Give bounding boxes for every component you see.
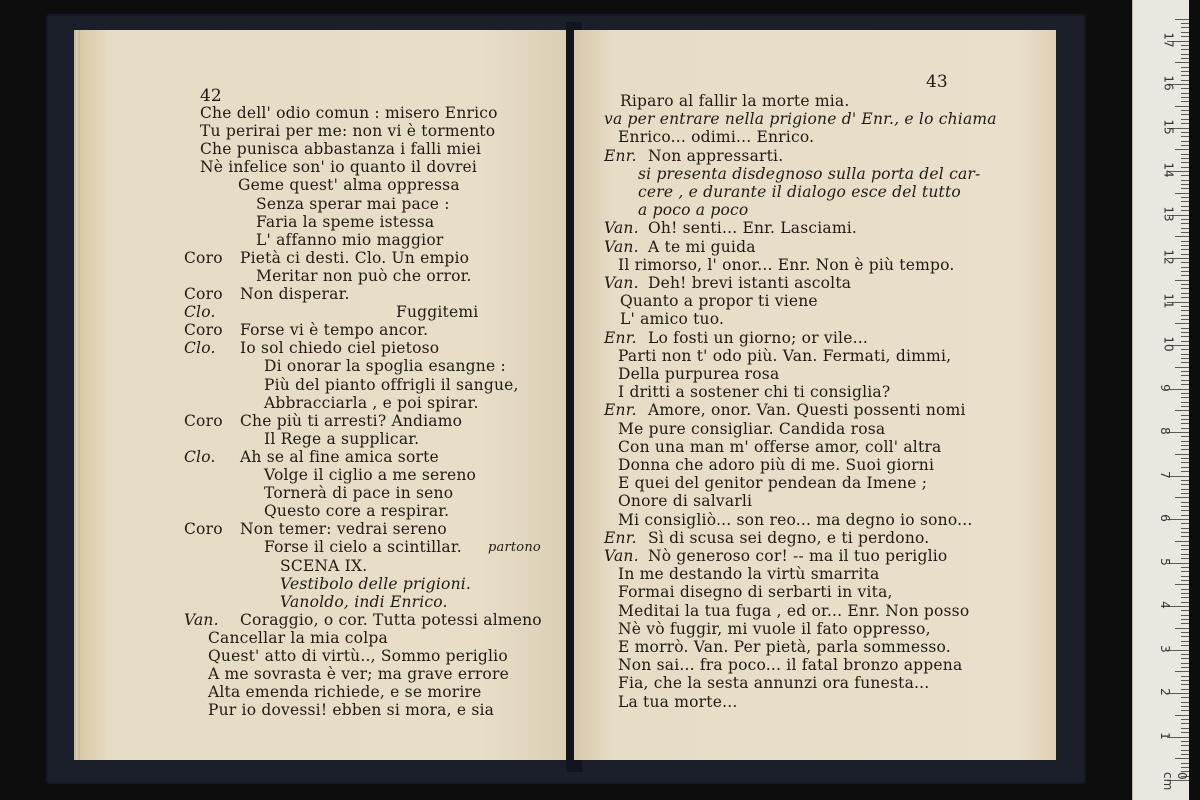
ruler-tick — [1175, 62, 1189, 63]
text-line: Ah se al fine amica sorte — [240, 447, 439, 466]
ruler-tick — [1175, 236, 1189, 237]
text-line: Lo fosti un giorno; or vile... — [648, 328, 868, 347]
ruler-tick — [1181, 162, 1189, 163]
text-line: A te mi guida — [648, 237, 756, 256]
text-line: La tua morte... — [618, 692, 738, 711]
ruler-tick — [1175, 497, 1189, 498]
text-line: Il rimorso, l' onor... Enr. Non è più tempo. — [618, 255, 955, 274]
ruler-tick — [1181, 219, 1189, 220]
text-line: Tu perirai per me: non vi è tormento — [200, 122, 496, 141]
text-line: Amore, onor. Van. Questi possenti nomi — [648, 401, 966, 420]
text-line: Il Rege a supplicar. — [264, 429, 420, 448]
speaker-label: Enr. — [604, 401, 637, 420]
speaker-label: Coro — [184, 248, 223, 267]
ruler-tick — [1181, 284, 1189, 285]
ruler-tick — [1181, 602, 1189, 603]
text-line: Questo core a respirar. — [264, 502, 450, 521]
ruler-tick — [1181, 619, 1189, 620]
ruler-tick — [1181, 228, 1189, 229]
ruler-tick — [1181, 406, 1189, 407]
text-line: Riparo al fallir la morte mia. — [620, 92, 850, 110]
ruler-tick — [1181, 101, 1189, 102]
text-line: Senza sperar mai pace : — [256, 194, 450, 213]
speaker-label: Clo. — [184, 339, 216, 358]
ruler-label: 16 — [1161, 75, 1176, 91]
ruler-tick — [1181, 315, 1189, 316]
ruler-tick — [1181, 167, 1189, 168]
ruler-tick — [1181, 123, 1189, 124]
text-line: Che dell' odio comun : misero Enrico — [200, 104, 498, 122]
ruler-tick — [1181, 719, 1189, 720]
ruler-tick — [1181, 336, 1189, 337]
text-line: Meditai la tua fuga , ed or... Enr. Non posso — [618, 601, 970, 620]
text-line: E quei del genitor pendean da Imene ; — [618, 474, 928, 493]
ruler-tick — [1181, 393, 1189, 394]
speaker-label: Van. — [604, 237, 639, 256]
ruler-tick — [1181, 419, 1189, 420]
text-line: Parti non t' odo più. Van. Fermati, dimmi, — [618, 346, 952, 365]
ruler-tick — [1181, 697, 1189, 698]
ruler-tick — [1181, 80, 1189, 81]
ruler-tick — [1181, 306, 1189, 307]
ruler-tick — [1181, 319, 1189, 320]
text-line: si presenta disdegnoso sulla porta del car- — [638, 164, 981, 183]
ruler-tick — [1181, 293, 1189, 294]
ruler-tick — [1175, 19, 1189, 20]
ruler-tick — [1181, 558, 1189, 559]
text-line: Cancellar la mia colpa — [208, 628, 388, 647]
ruler-tick — [1181, 141, 1189, 142]
ruler-tick — [1181, 732, 1189, 733]
ruler-tick — [1181, 623, 1189, 624]
ruler-tick — [1181, 358, 1189, 359]
ruler-tick — [1181, 510, 1189, 511]
ruler-tick — [1181, 54, 1189, 55]
ruler-tick — [1181, 71, 1189, 72]
ruler-tick — [1181, 589, 1189, 590]
text-line: A me sovrasta è ver; ma grave errore — [208, 665, 509, 684]
ruler-tick — [1181, 45, 1189, 46]
text-line: Meritar non può che orror. — [256, 266, 472, 285]
text-line: Non temer: vedrai sereno — [240, 520, 447, 539]
ruler-tick — [1181, 380, 1189, 381]
text-line: Faria la speme istessa — [256, 212, 435, 231]
ruler-tick — [1181, 745, 1189, 746]
ruler-label: 0 cm — [1161, 772, 1189, 791]
ruler-label: 9 — [1157, 383, 1172, 392]
ruler-tick — [1181, 684, 1189, 685]
ruler-tick — [1181, 201, 1189, 202]
ruler-tick — [1181, 254, 1189, 255]
ruler-tick — [1181, 702, 1189, 703]
ruler-tick — [1175, 671, 1189, 672]
ruler-tick — [1181, 580, 1189, 581]
text-line: Nè infelice son' io quanto il dovrei — [200, 158, 478, 177]
ruler-label: 17 — [1161, 31, 1176, 48]
left-page-number: 42 — [200, 86, 222, 106]
ruler-tick — [1181, 136, 1189, 137]
ruler-tick — [1181, 484, 1189, 485]
text-line: Nè vò fuggir, mi vuole il fato oppresso, — [618, 619, 931, 638]
ruler-tick — [1181, 241, 1189, 242]
ruler-tick — [1181, 328, 1189, 329]
text-line: Volge il ciglio a me sereno — [264, 466, 477, 484]
ruler-tick — [1181, 480, 1189, 481]
ruler-tick — [1181, 610, 1189, 611]
right-page — [574, 30, 1056, 760]
ruler-tick — [1175, 193, 1189, 194]
left-page — [74, 30, 580, 760]
ruler-tick — [1181, 471, 1189, 472]
ruler-tick — [1181, 554, 1189, 555]
ruler-tick — [1181, 723, 1189, 724]
ruler-tick — [1175, 758, 1189, 759]
speaker-label: Enr. — [604, 328, 637, 347]
text-line: Pur io dovessi! ebben si mora, e sia — [208, 701, 495, 720]
ruler-tick — [1175, 106, 1189, 107]
ruler-tick — [1175, 584, 1189, 585]
ruler-label: 1 — [1157, 731, 1172, 740]
ruler-label: 13 — [1161, 205, 1176, 222]
text-line: Sì di scusa sei degno, e ti perdono. — [648, 528, 930, 547]
ruler-tick — [1181, 402, 1189, 403]
text-line: Fuggitemi — [396, 303, 479, 322]
ruler-tick — [1181, 536, 1189, 537]
ruler-tick — [1181, 571, 1189, 572]
speaker-label: Clo. — [184, 447, 216, 466]
text-line: Non sai... fra poco... il fatal bronzo appena — [618, 656, 963, 675]
speaker-label: Coro — [184, 321, 223, 340]
ruler-tick — [1181, 67, 1189, 68]
ruler-tick — [1181, 197, 1189, 198]
ruler-tick — [1181, 428, 1189, 429]
ruler-tick — [1181, 667, 1189, 668]
text-line: Tornerà di pace in seno — [264, 484, 454, 503]
ruler-tick — [1181, 593, 1189, 594]
ruler-tick — [1181, 354, 1189, 355]
ruler-tick — [1181, 663, 1189, 664]
measurement-ruler — [1132, 0, 1189, 800]
speaker-label: Enr. — [604, 528, 637, 547]
text-line: E morrò. Van. Per pietà, parla sommesso. — [618, 638, 951, 656]
ruler-tick — [1181, 58, 1189, 59]
ruler-tick — [1181, 545, 1189, 546]
ruler-tick — [1181, 114, 1189, 115]
ruler-tick — [1181, 310, 1189, 311]
text-line: cere , e durante il dialogo esce del tutto — [638, 183, 961, 201]
ruler-tick — [1181, 93, 1189, 94]
ruler-tick — [1181, 423, 1189, 424]
ruler-label: 11 — [1161, 292, 1176, 309]
text-line: Nò generoso cor! -- ma il tuo periglio — [648, 547, 948, 565]
ruler-tick — [1181, 188, 1189, 189]
speaker-label: Van. — [604, 274, 639, 292]
ruler-tick — [1181, 362, 1189, 363]
text-line: Donna che adoro più di me. Suoi giorni — [618, 456, 935, 474]
ruler-tick — [1175, 367, 1189, 368]
ruler-tick — [1181, 467, 1189, 468]
ruler-tick — [1181, 515, 1189, 516]
ruler-label: 7 — [1157, 470, 1172, 479]
text-line: Me pure consigliar. Candida rosa — [618, 419, 886, 438]
text-line: L' amico tuo. — [620, 310, 725, 329]
text-line: Della purpurea rosa — [618, 365, 780, 383]
ruler-label: 4 — [1157, 601, 1172, 609]
ruler-tick — [1181, 741, 1189, 742]
text-line: Abbracciarla , e poi spirar. — [264, 393, 479, 412]
speaker-label: Coro — [184, 520, 223, 539]
ruler-tick — [1181, 267, 1189, 268]
stage-direction-partono: partono — [488, 540, 541, 555]
ruler-tick — [1181, 632, 1189, 633]
ruler-tick — [1181, 97, 1189, 98]
ruler-tick — [1181, 371, 1189, 372]
text-line: Oh! senti... Enr. Lasciami. — [648, 219, 858, 238]
text-line: L' affanno mio maggior — [256, 230, 444, 249]
ruler-tick — [1181, 689, 1189, 690]
text-line: Formai disegno di serbarti in vita, — [618, 583, 893, 602]
ruler-tick — [1181, 75, 1189, 76]
ruler-tick — [1181, 180, 1189, 181]
ruler-tick — [1181, 384, 1189, 385]
text-line: In me destando la virtù smarrita — [618, 565, 880, 584]
text-line: Vanoldo, indi Enrico. — [280, 592, 448, 611]
text-line: Alta emenda richiede, e se morire — [208, 683, 482, 702]
ruler-tick — [1181, 710, 1189, 711]
ruler-tick — [1181, 750, 1189, 751]
speaker-label: Coro — [184, 411, 223, 430]
ruler-label: 3 — [1157, 644, 1172, 653]
ruler-tick — [1181, 754, 1189, 755]
text-line: Deh! brevi istanti ascolta — [648, 274, 852, 292]
ruler-tick — [1181, 676, 1189, 677]
text-line: Onore di salvarli — [618, 492, 753, 511]
ruler-tick — [1181, 654, 1189, 655]
ruler-tick — [1181, 23, 1189, 24]
ruler-tick — [1181, 489, 1189, 490]
ruler-tick — [1175, 454, 1189, 455]
speaker-label: Coro — [184, 285, 223, 303]
ruler-tick — [1175, 715, 1189, 716]
ruler-tick — [1181, 249, 1189, 250]
ruler-tick — [1181, 415, 1189, 416]
speaker-label: Clo. — [184, 303, 216, 322]
ruler-tick — [1181, 375, 1189, 376]
ruler-tick — [1181, 132, 1189, 133]
text-line: Non appressarti. — [648, 146, 784, 165]
ruler-label: 15 — [1161, 118, 1176, 135]
ruler-tick — [1175, 280, 1189, 281]
ruler-tick — [1181, 32, 1189, 33]
ruler-label: 10 — [1161, 336, 1176, 352]
ruler-tick — [1181, 502, 1189, 503]
ruler-label: 14 — [1161, 162, 1176, 178]
ruler-tick — [1181, 223, 1189, 224]
ruler-tick — [1175, 149, 1189, 150]
ruler-tick — [1181, 449, 1189, 450]
ruler-tick — [1181, 462, 1189, 463]
text-line: Più del pianto offrigli il sangue, — [264, 375, 519, 394]
ruler-tick — [1181, 397, 1189, 398]
ruler-tick — [1181, 636, 1189, 637]
ruler-tick — [1181, 349, 1189, 350]
ruler-tick — [1181, 597, 1189, 598]
ruler-tick — [1181, 175, 1189, 176]
ruler-tick — [1181, 441, 1189, 442]
ruler-tick — [1181, 445, 1189, 446]
text-line: Fia, che la sesta annunzi ora funesta... — [618, 674, 930, 693]
ruler-tick — [1181, 332, 1189, 333]
ruler-tick — [1181, 506, 1189, 507]
ruler-tick — [1181, 549, 1189, 550]
text-line: Quest' atto di virtù.., Sommo periglio — [208, 647, 508, 665]
ruler-tick — [1181, 210, 1189, 211]
right-page-number: 43 — [926, 72, 948, 92]
ruler-tick — [1181, 528, 1189, 529]
text-line: Geme quest' alma oppressa — [238, 176, 460, 195]
ruler-tick — [1181, 262, 1189, 263]
ruler-tick — [1175, 410, 1189, 411]
text-line: Quanto a propor ti viene — [620, 292, 818, 311]
ruler-label: 5 — [1157, 557, 1172, 566]
ruler-tick — [1181, 523, 1189, 524]
speaker-label: Van. — [604, 547, 639, 565]
ruler-tick — [1181, 154, 1189, 155]
text-line: Mi consigliò... son reo... ma degno io sono... — [618, 510, 973, 529]
ruler-tick — [1181, 245, 1189, 246]
speaker-label: Van. — [604, 219, 639, 238]
text-line: Coraggio, o cor. Tutta potessi almeno — [240, 610, 542, 629]
ruler-label: 8 — [1157, 427, 1172, 435]
ruler-tick — [1181, 297, 1189, 298]
text-line: Enrico... odimi... Enrico. — [618, 128, 815, 147]
ruler-tick — [1181, 145, 1189, 146]
ruler-tick — [1181, 232, 1189, 233]
text-line: a poco a poco — [638, 201, 749, 220]
ruler-tick — [1181, 763, 1189, 764]
ruler-tick — [1181, 88, 1189, 89]
ruler-tick — [1181, 158, 1189, 159]
text-line: Con una man m' offerse amor, coll' altra — [618, 437, 942, 456]
ruler-tick — [1181, 119, 1189, 120]
ruler-tick — [1181, 27, 1189, 28]
text-line: Che punisca abbastanza i falli miei — [200, 140, 482, 159]
ruler-tick — [1181, 576, 1189, 577]
ruler-tick — [1181, 641, 1189, 642]
ruler-label: 6 — [1157, 514, 1172, 522]
text-line: Vestibolo delle prigioni. — [280, 574, 472, 593]
text-line: Che più ti arresti? Andiamo — [240, 411, 463, 430]
ruler-tick — [1175, 541, 1189, 542]
text-line: SCENA IX. — [280, 556, 368, 575]
text-line: Di onorar la spoglia esangne : — [264, 357, 506, 376]
text-line: Forse vi è tempo ancor. — [240, 321, 429, 340]
text-line: I dritti a sostener chi ti consiglia? — [618, 383, 891, 402]
ruler-tick — [1181, 110, 1189, 111]
ruler-tick — [1181, 706, 1189, 707]
ruler-tick — [1181, 493, 1189, 494]
text-line: Non disperar. — [240, 285, 350, 303]
text-line: Pietà ci desti. Clo. Un empio — [240, 248, 470, 267]
text-line: Forse il cielo a scintillar. — [264, 538, 462, 557]
text-line: Io sol chiedo ciel pietoso — [240, 339, 440, 358]
ruler-tick — [1181, 206, 1189, 207]
ruler-tick — [1175, 323, 1189, 324]
ruler-tick — [1181, 567, 1189, 568]
ruler-label: 12 — [1161, 249, 1176, 265]
ruler-tick — [1181, 275, 1189, 276]
ruler-tick — [1181, 288, 1189, 289]
text-line: va per entrare nella prigione d' Enr., e lo chiama — [604, 110, 997, 129]
ruler-tick — [1181, 36, 1189, 37]
ruler-tick — [1175, 628, 1189, 629]
ruler-tick — [1181, 184, 1189, 185]
ruler-label: 2 — [1157, 688, 1172, 696]
ruler-tick — [1181, 728, 1189, 729]
ruler-tick — [1181, 341, 1189, 342]
ruler-tick — [1181, 615, 1189, 616]
ruler-tick — [1181, 436, 1189, 437]
ruler-tick — [1181, 49, 1189, 50]
ruler-tick — [1181, 458, 1189, 459]
ruler-tick — [1181, 658, 1189, 659]
speaker-label: Enr. — [604, 146, 637, 165]
ruler-tick — [1181, 767, 1189, 768]
ruler-tick — [1181, 271, 1189, 272]
ruler-tick — [1181, 532, 1189, 533]
ruler-tick — [1181, 680, 1189, 681]
ruler-tick — [1181, 645, 1189, 646]
speaker-label: Van. — [184, 610, 219, 629]
